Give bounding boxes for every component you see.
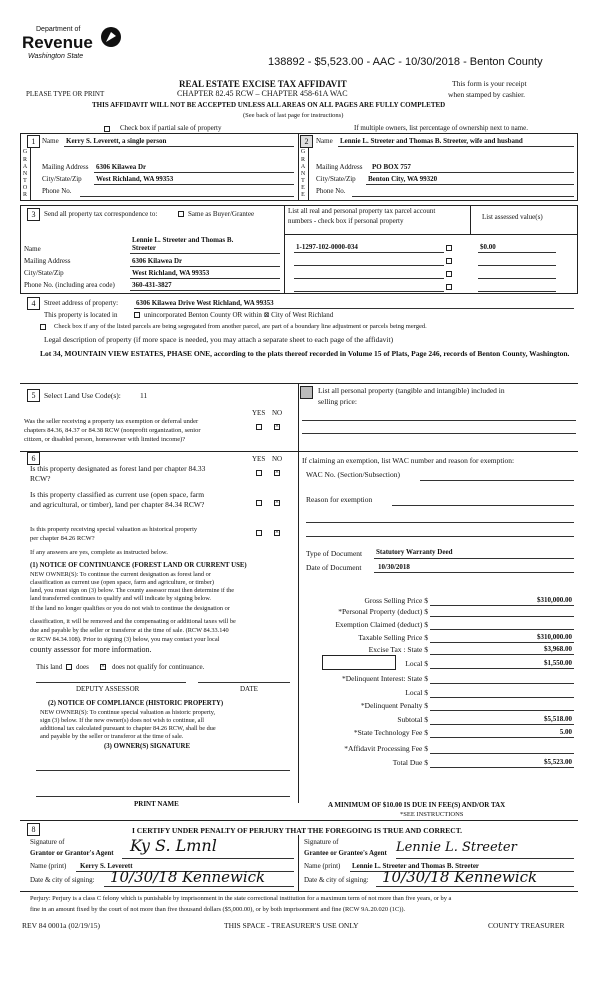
sec6-q2-l2: and agricultural, or timber), land per chapter 84.34 RCW? <box>30 500 205 509</box>
sec5-q1-no[interactable] <box>274 424 280 430</box>
tax-label: Local $ <box>405 688 428 697</box>
type-print: PLEASE TYPE OR PRINT <box>26 90 105 98</box>
grantor-name-print: Kerry S. Leverett <box>80 862 133 870</box>
grantee-phone-label: Phone No. <box>316 187 346 195</box>
this-land-label: This land <box>36 663 63 671</box>
grantee-date-city: 10/30/18 Kennewick <box>382 868 538 886</box>
personal-property-checkbox-3[interactable] <box>446 271 452 277</box>
sec6-q2-yes[interactable] <box>256 500 262 506</box>
perjury-l2: fine in an amount fixed by the court of not more than five thousand dollars ($5,000.00), or by both imprisonment and fine (RCW 9A.20.020 (1C)). <box>30 906 406 913</box>
grantor-mail-label: Mailing Address <box>42 163 89 171</box>
located-label: This property is located in <box>44 311 118 319</box>
grantee-agent-label: Grantee or Grantee's Agent <box>304 849 387 857</box>
tax-label: Excise Tax : State $ <box>368 645 428 654</box>
same-as-buyer-label: Same as Buyer/Grantee <box>188 210 255 218</box>
sec3-mail-label: Mailing Address <box>24 257 71 265</box>
personal-property-checkbox-1[interactable] <box>446 245 452 251</box>
section-4-number: 4 <box>27 297 40 310</box>
section-8-number: 8 <box>27 823 40 836</box>
grantor-name-print-label: Name (print) <box>30 862 67 870</box>
sec6-q1-yes[interactable] <box>256 470 262 476</box>
legal-description: Lot 34, MOUNTAIN VIEW ESTATES, PHASE ONE, according to the plats thereof recorded in Volume 15 of Plats, Page 246, records of Benton County, Washington. <box>40 349 570 358</box>
tax-label: *Delinquent Penalty $ <box>360 701 428 710</box>
see-back: (See back of last page for instructions) <box>243 112 344 119</box>
tax-label: *Personal Property (deduct) $ <box>338 607 428 616</box>
certify-text: I CERTIFY UNDER PENALTY OF PERJURY THAT THE FOREGOING IS TRUE AND CORRECT. <box>132 826 463 835</box>
land-use-label: Select Land Use Code(s): <box>44 391 121 400</box>
tax-label: *Affidavit Processing Fee $ <box>344 744 428 753</box>
notice2-l3: additional tax calculated pursuant to chapter 84.26 RCW, shall be due <box>40 725 216 732</box>
street-label: Street address of property: <box>44 299 119 307</box>
form-chapter: CHAPTER 82.45 RCW – CHAPTER 458-61A WAC <box>177 89 348 98</box>
sec5-q1-l1: Was the seller receiving a property tax exemption or deferral under <box>24 418 199 425</box>
notice3-title: (3) OWNER(S) SIGNATURE <box>104 743 190 750</box>
sec6-if-yes: If any answers are yes, complete as instructed below. <box>30 549 168 556</box>
grantor-city-label: City/State/Zip <box>42 175 82 183</box>
segregated-checkbox[interactable] <box>40 324 46 330</box>
grantor-date-city-label: Date & city of signing: <box>30 876 95 884</box>
receipt-line1: This form is your receipt <box>452 79 527 88</box>
section-6-number: 6 <box>27 452 40 465</box>
grantee-name-print-label: Name (print) <box>304 862 341 870</box>
grantee-sig-label: Signature of <box>304 838 339 846</box>
minimum-due: A MINIMUM OF $10.00 IS DUE IN FEE(S) AND/OR TAX <box>328 801 506 809</box>
exemption-label: If claiming an exemption, list WAC number and reason for exemption: <box>302 456 515 465</box>
sec5-q1-l3: citizen, or disabled person, homeowner with limited income)? <box>24 436 186 443</box>
land-does-checkbox[interactable] <box>66 664 72 670</box>
same-as-buyer-checkbox[interactable] <box>178 211 184 217</box>
doc-date: 10/30/2018 <box>378 563 410 571</box>
sec6-q2-no[interactable] <box>274 500 280 506</box>
grantor-name: Kerry S. Leverett, a single person <box>66 137 167 145</box>
section-2-number: 2 <box>300 135 313 148</box>
sec3-phone: 360-431-3827 <box>132 281 172 289</box>
notice-text: THIS AFFIDAVIT WILL NOT BE ACCEPTED UNLESS ALL AREAS ON ALL PAGES ARE FULLY COMPLETED <box>92 101 446 109</box>
tax-label: Taxable Selling Price $ <box>358 633 428 642</box>
sec6-q1-l2: RCW? <box>30 474 51 483</box>
notice1-l6: classification, it will be removed and the compensating or additional taxes will be <box>30 618 236 625</box>
grantor-mail: 6306 Kilawea Dr <box>96 163 147 171</box>
grantor-phone-label: Phone No. <box>42 187 72 195</box>
local-tax-box <box>322 655 396 670</box>
grantee-name-print: Lennie L. Streeter and Thomas B. Streeter <box>352 862 480 870</box>
grantee-name-label: Name <box>316 137 333 145</box>
tax-value: $1,550.00 <box>544 659 572 667</box>
tax-value: $3,968.00 <box>544 645 572 653</box>
county-treasurer: COUNTY TREASURER <box>488 921 565 930</box>
tax-label: Total Due $ <box>392 758 428 767</box>
unincorporated-checkbox[interactable] <box>134 312 140 318</box>
logo-line3: Washington State <box>28 53 84 60</box>
partial-sale-label: Check box if partial sale of property <box>120 124 222 132</box>
notice2-l4: and payable by the seller or transferor at the time of sale. <box>40 733 184 740</box>
sec6-q3-yes[interactable] <box>256 530 262 536</box>
tax-label: Local $ <box>405 659 428 668</box>
land-does-label: does <box>76 663 89 671</box>
sec5-q1-yes[interactable] <box>256 424 262 430</box>
grantor-date-city: 10/30/18 Kennewick <box>110 868 266 886</box>
sec5-yes: YES <box>252 409 266 417</box>
tax-value: $310,000.00 <box>537 633 572 641</box>
tax-value: $5,518.00 <box>544 715 572 723</box>
tax-value: $5,523.00 <box>544 758 572 766</box>
land-does-not-checkbox[interactable] <box>100 664 106 670</box>
sec6-q3-l2: per chapter 84.26 RCW? <box>30 535 95 542</box>
receipt-line2: when stamped by cashier. <box>448 90 526 99</box>
logo-mark-icon <box>100 26 122 48</box>
logo-line1: Department of <box>36 26 81 33</box>
doc-date-label: Date of Document <box>306 563 362 572</box>
logo-line2: Revenue <box>22 33 93 52</box>
personal-property-l2: selling price: <box>318 397 357 406</box>
wac-label: WAC No. (Section/Subsection) <box>306 470 400 479</box>
deputy-assessor: DEPUTY ASSESSOR <box>76 685 140 693</box>
sec6-no: NO <box>272 455 283 463</box>
treasurer-space: THIS SPACE - TREASURER'S USE ONLY <box>224 921 359 930</box>
sec3-phone-label: Phone No. (including area code) <box>24 281 115 289</box>
deputy-date: DATE <box>240 685 258 693</box>
tax-value: $310,000.00 <box>537 596 572 604</box>
section-3-number: 3 <box>27 208 40 221</box>
notice1-l5: If the land no longer qualifies or you do not wish to continue the designation or <box>30 605 230 612</box>
form-title: REAL ESTATE EXCISE TAX AFFIDAVIT <box>179 79 347 89</box>
land-does-not-label: does not qualify for continuance. <box>112 663 205 671</box>
parcel-head-1: List all real and personal property tax parcel account <box>288 207 436 215</box>
print-name-label: PRINT NAME <box>134 800 179 808</box>
grantor-signature: Ky S. Lmnl <box>130 836 217 855</box>
partial-sale-checkbox[interactable] <box>104 126 110 132</box>
multiple-owners-note: If multiple owners, list percentage of ownership next to name. <box>354 124 528 132</box>
land-use-code: 11 <box>140 391 148 400</box>
grantor-name-label: Name <box>42 137 59 145</box>
sec6-q1-l1: Is this property designated as forest land per chapter 84.33 <box>30 464 206 473</box>
sec3-name-2: Streeter <box>132 244 156 252</box>
form-number: REV 84 0001a (02/19/15) <box>22 921 100 930</box>
notice1-l2: classification as current use (open space, farm and agriculture, or timber) <box>30 579 214 586</box>
sec5-no: NO <box>272 409 283 417</box>
located-value: unincorporated Benton County OR within ⊠ City of West Richland <box>144 311 334 319</box>
grantee-mail-label: Mailing Address <box>316 163 363 171</box>
notice1-l1: NEW OWNER(S): To continue the current designation as forest land or <box>30 571 211 578</box>
doc-type: Statutory Warranty Deed <box>376 548 453 556</box>
sec6-yes: YES <box>252 455 266 463</box>
tax-label: *State Technology Fee $ <box>353 728 428 737</box>
doc-type-label: Type of Document <box>306 549 363 558</box>
notice1-l3: land, you must sign on (3) below. The county assessor must then determine if the <box>30 587 235 594</box>
notice2-l1: NEW OWNER(S): To continue special valuation as historic property, <box>40 709 216 716</box>
perjury-l1: Perjury: Perjury is a class C felony which is punishable by imprisonment in the state correctional institution for a maximum term of not more than five years, or by a <box>30 895 452 902</box>
sec3-name-1: Lennie L. Streeter and Thomas B. <box>132 236 234 244</box>
grantor-agent-label: Grantor or Grantor's Agent <box>30 849 114 857</box>
sec3-text: Send all property tax correspondence to: <box>44 210 158 218</box>
dor-logo <box>22 26 132 68</box>
personal-property-checkbox-2[interactable] <box>446 258 452 264</box>
personal-property-checkbox-4[interactable] <box>446 284 452 290</box>
notice1-l8: or RCW 84.34.108). Prior to signing (3) below, you may contact your local <box>30 636 220 643</box>
reason-label: Reason for exemption <box>306 495 373 504</box>
header-stamp: 138892 - $5,523.00 - AAC - 10/30/2018 - Benton County <box>268 56 543 68</box>
tax-label: Exemption Claimed (deduct) $ <box>335 620 428 629</box>
sec3-mail: 6306 Kilawea Dr <box>132 257 183 265</box>
sec6-q1-no[interactable] <box>274 470 280 476</box>
notice2-title: (2) NOTICE OF COMPLIANCE (HISTORIC PROPERTY) <box>48 700 224 707</box>
sec6-q3-no[interactable] <box>274 530 280 536</box>
grantee-date-city-label: Date & city of signing: <box>304 876 369 884</box>
grantee-name: Lennie L. Streeter and Thomas B. Streeter, wife and husband <box>340 137 523 145</box>
notice2-l2: sign (3) below. If the new owner(s) does not wish to continue, all <box>40 717 204 724</box>
assessed-head: List assessed value(s) <box>482 213 543 221</box>
sec3-city-label: City/State/Zip <box>24 269 64 277</box>
tax-label: *Delinquent Interest: State $ <box>341 674 428 683</box>
grantee-signature: Lennie L. Streeter <box>396 840 517 855</box>
notice1-l7: due and payable by the seller or transferor at the time of sale. (RCW 84.33.140 <box>30 627 229 634</box>
see-instructions: *SEE INSTRUCTIONS <box>400 811 464 818</box>
sec6-q3-l1: Is this property receiving special valuation as historical property <box>30 526 198 533</box>
notice1-title: (1) NOTICE OF CONTINUANCE (FOREST LAND OR CURRENT USE) <box>30 562 247 569</box>
grantee-city-label: City/State/Zip <box>316 175 356 183</box>
sec6-q2-l1: Is this property classified as current use (open space, farm <box>30 490 205 499</box>
tax-label: Subtotal $ <box>397 715 428 724</box>
grantee-city: Benton City, WA 99320 <box>368 175 438 183</box>
segregated-label: Check box if any of the listed parcels are being segregated from another parcel, are part of a boundary line adjustment or parcels being merged. <box>54 323 427 330</box>
section-7-marker <box>300 386 313 399</box>
grantor-city: West Richland, WA 99353 <box>96 175 174 183</box>
street-address: 6306 Kilawea Drive West Richland, WA 99353 <box>136 299 274 307</box>
sec3-name-label: Name <box>24 245 41 253</box>
legal-label: Legal description of property (if more space is needed, you may attach a separate sheet to each page of the affidavit) <box>44 335 394 344</box>
section-1-number: 1 <box>27 135 40 148</box>
parcel-head-2: numbers - check box if personal property <box>288 217 404 225</box>
notice1-l4: land transferred continues to qualify and will indicate by signing below. <box>30 595 211 602</box>
grantee-mail: PO BOX 757 <box>372 163 411 171</box>
tax-value: 5.00 <box>559 728 572 736</box>
sec5-q1-l2: chapters 84.36, 84.37 or 84.38 RCW (nonprofit organization, senior <box>24 427 201 434</box>
section-5-number: 5 <box>27 389 40 402</box>
personal-property-l1: List all personal property (tangible and intangible) included in <box>318 386 505 395</box>
sec3-city: West Richland, WA 99353 <box>132 269 210 277</box>
grantor-sig-label: Signature of <box>30 838 65 846</box>
tax-label: Gross Selling Price $ <box>364 596 428 605</box>
assessed-value: $0.00 <box>480 243 496 251</box>
parcel-number: 1-1297-102-0000-034 <box>296 243 358 251</box>
notice1-last: county assessor for more information. <box>30 645 152 654</box>
